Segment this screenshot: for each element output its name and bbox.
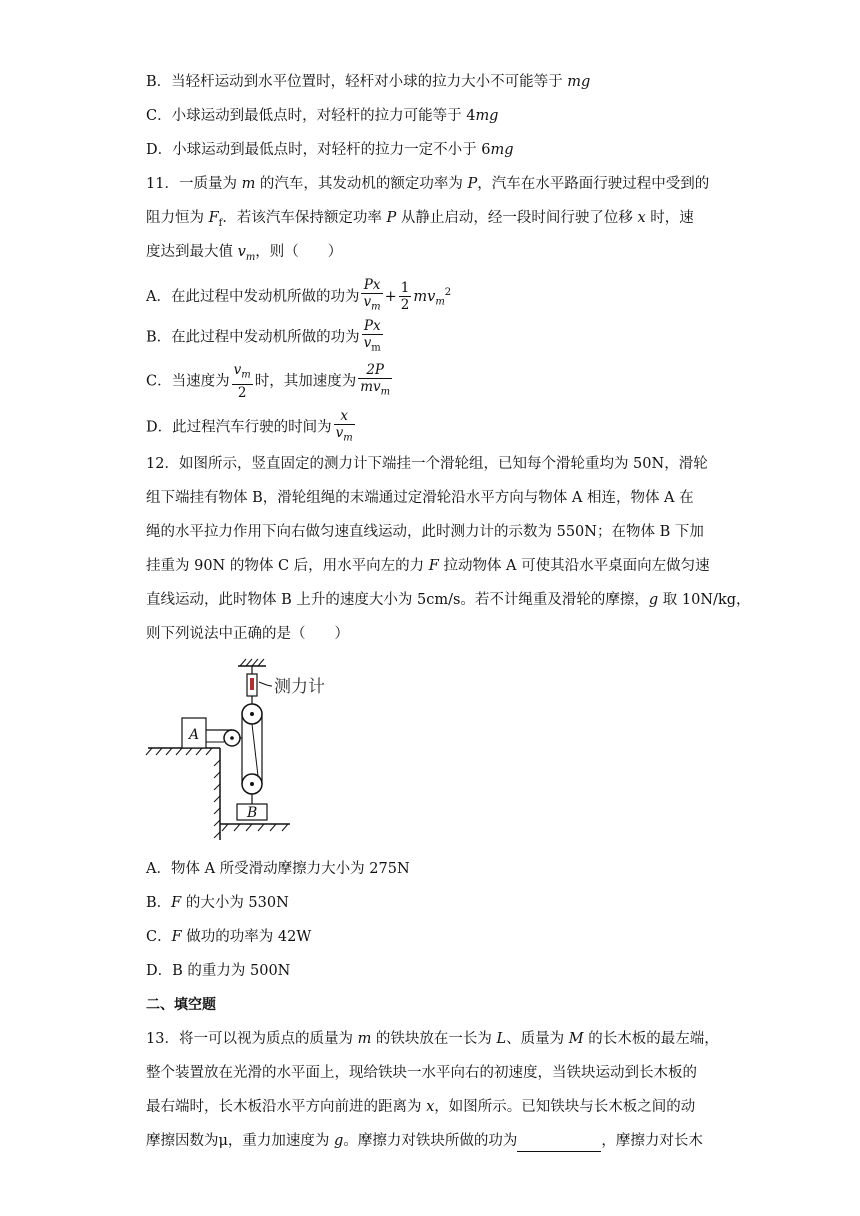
q11-stem-line-2: 阻力恒为 $F_f$．若该汽车保持额定功率 P 从静止启动，经一段时间行驶了位移 x 时，速 bbox=[146, 210, 694, 229]
q11-option-d: D．此过程汽车行驶的时间为 $\frac{x}{v_m}$ bbox=[146, 408, 357, 447]
q10-option-c: C．小球运动到最低点时，对轻杆的拉力可能等于 4mg bbox=[146, 108, 499, 124]
fraction-2p-over-mvm: $\frac{2P}{mv_m}$ bbox=[360, 362, 391, 398]
q13-stem-line-2: 整个装置放在光滑的水平面上，现给铁块一水平向右的初速度，当铁块运动到长木板的 bbox=[146, 1065, 697, 1081]
q12-option-b: B．F 的大小为 530N bbox=[146, 895, 289, 911]
q12-option-c: C．F 做功的功率为 42W bbox=[146, 929, 312, 945]
q12-stem-line-6: 则下列说法中正确的是（ ） bbox=[146, 626, 349, 642]
q11-option-a: A．在此过程中发动机所做的功为 $\frac{Px}{v_m}$ + $\frac{1}{2}$ $mv_m^2$ bbox=[146, 276, 451, 320]
q11-stem-line-3: 度达到最大值 $v_m$，则（ ） bbox=[146, 244, 343, 263]
svg-text:A: A bbox=[189, 727, 200, 743]
q12-stem-line-4: 挂重为 90N 的物体 C 后，用水平向左的力 F 拉动物体 A 可使其沿水平桌面向左做匀速 bbox=[146, 558, 710, 574]
q11-stem-line-1: 11．一质量为 m 的汽车，其发动机的额定功率为 P，汽车在水平路面行驶过程中受到的 bbox=[146, 176, 710, 192]
fraction-px-over-vm: $\frac{Px}{v_m}$ bbox=[363, 277, 381, 314]
q10-option-b: B．当轻杆运动到水平位置时，轻杆对小球的拉力大小不可能等于 mg bbox=[146, 74, 591, 90]
fraction-x-over-vm: $\frac{x}{v_m}$ bbox=[335, 408, 353, 444]
q13-stem-line-4: 摩擦因数为μ，重力加速度为 g。摩擦力对铁块所做的功为 ，摩擦力对长木 bbox=[146, 1130, 703, 1152]
q10-option-d: D．小球运动到最低点时，对轻杆的拉力一定不小于 6mg bbox=[146, 142, 514, 158]
q12-option-a: A．物体 A 所受滑动摩擦力大小为 275N bbox=[146, 861, 410, 877]
svg-text:B: B bbox=[247, 805, 258, 821]
pulley-system-figure bbox=[140, 656, 370, 846]
q12-stem-line-1: 12．如图所示，竖直固定的测力计下端挂一个滑轮组，已知每个滑轮重均为 50N，滑轮 bbox=[146, 456, 708, 472]
fraction-one-half: $\frac{1}{2}$ bbox=[400, 280, 410, 314]
q12-stem-line-2: 组下端挂有物体 B，滑轮组绳的末端通过定滑轮沿水平方向与物体 A 相连，物体 A 在 bbox=[146, 490, 694, 506]
q12-stem-line-3: 绳的水平拉力作用下向右做匀速直线运动，此时测力计的示数为 550N；在物体 B 下加 bbox=[146, 524, 704, 540]
fraction-px-over-vm: $\frac{Px}{v_m}$ bbox=[363, 318, 381, 354]
answer-blank[interactable] bbox=[517, 1137, 601, 1152]
spring-scale-label: 测力计 bbox=[274, 677, 325, 697]
q12-option-d: D．B 的重力为 500N bbox=[146, 963, 291, 979]
section-heading: 二、填空题 bbox=[146, 997, 216, 1013]
q12-stem-line-5: 直线运动，此时物体 B 上升的速度大小为 5cm/s。若不计绳重及滑轮的摩擦，g 取 10N/kg， bbox=[146, 592, 751, 608]
q11-option-b: B．在此过程中发动机所做的功为 $\frac{Px}{v_m}$ bbox=[146, 318, 385, 357]
fraction-vm-over-2: $\frac{v_m}{2}$ bbox=[233, 362, 251, 401]
q13-stem-line-1: 13．将一可以视为质点的质量为 m 的铁块放在一长为 L、质量为 M 的长木板的最左端， bbox=[146, 1031, 719, 1047]
q13-stem-line-3: 最右端时，长木板沿水平方向前进的距离为 x，如图所示。已知铁块与长木板之间的动 bbox=[146, 1099, 696, 1115]
q11-option-c: C．当速度为 $\frac{v_m}{2}$ 时，其加速度为 $\frac{2P}{mv_m}$ bbox=[146, 362, 391, 401]
